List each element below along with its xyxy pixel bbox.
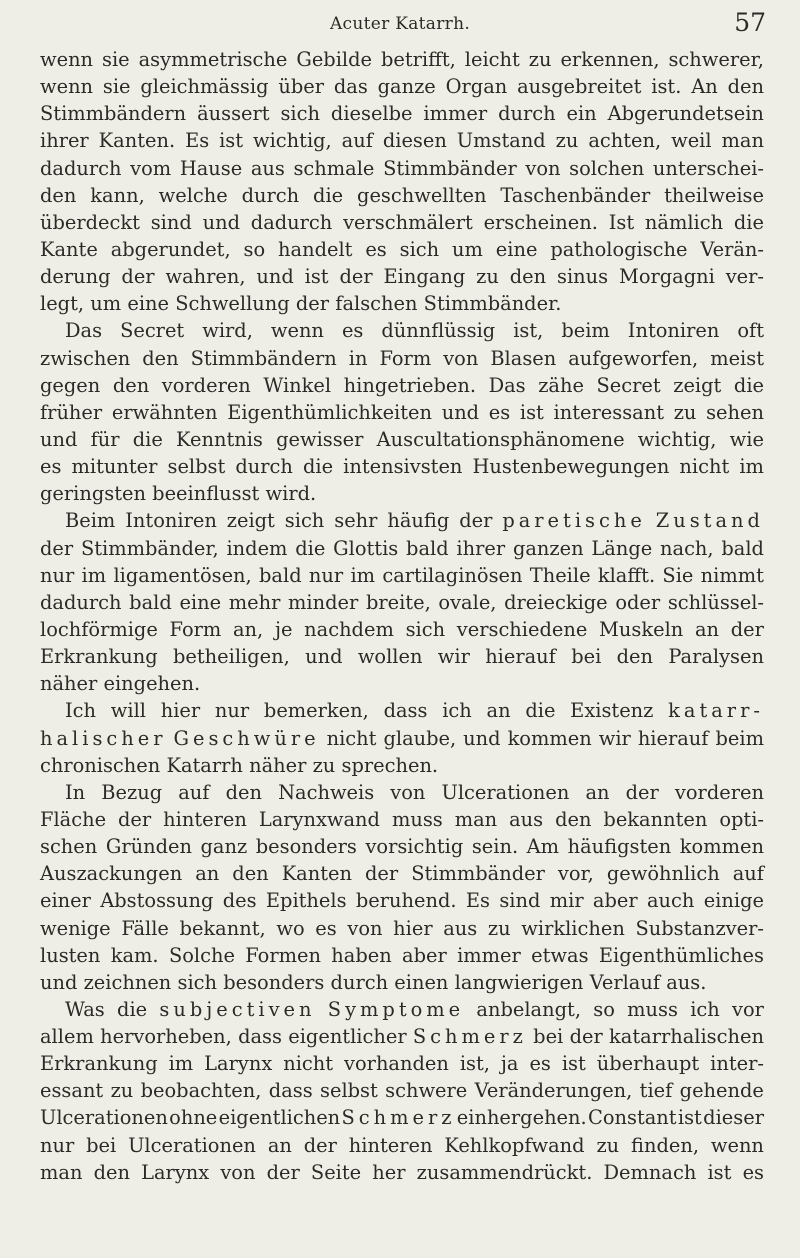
text-line: und zeichnen sich besonders durch einen langwierigen Verlauf aus.: [40, 970, 707, 994]
text-line: Ich will hier nur bemerken, dass ich an die Existenz katarr-: [65, 699, 764, 723]
running-title: Acuter Katarrh.: [329, 14, 471, 34]
text-line: überdeckt sind und dadurch verschmälert erscheinen. Ist nämlich die: [40, 210, 764, 234]
text-line: Beim Intoniren zeigt sich sehr häufig der paretische Zustand: [65, 509, 764, 533]
text-line: lochförmige Form an, je nachdem sich verschiedene Muskeln an der: [40, 617, 764, 641]
text-line: ihrer Kanten. Es ist wichtig, auf diesen Umstand zu achten, weil man: [40, 129, 764, 153]
text-line: näher eingehen.: [40, 672, 201, 696]
text-line: chronischen Katarrh näher zu sprechen.: [40, 753, 439, 777]
text-line: Erkrankung betheiligen, und wollen wir hierauf bei den Paralysen: [40, 645, 764, 669]
text-line: wenige Fälle bekannt, wo es von hier aus zu wirklichen Substanzver-: [40, 916, 764, 940]
text-line: Kante abgerundet, so handelt es sich um eine pathologische Verän-: [40, 237, 764, 261]
text-line: wenn sie gleichmässig über das ganze Organ ausgebreitet ist. An den: [40, 75, 764, 99]
text-line: schen Gründen ganz besonders vorsichtig sein. Am häufigsten kommen: [40, 835, 764, 859]
text-line: dadurch bald eine mehr minder breite, ovale, dreieckige oder schlüssel-: [40, 590, 764, 614]
text-line: Das Secret wird, wenn es dünnflüssig ist, beim Intoniren oft: [65, 319, 764, 343]
text-line: derung der wahren, und ist der Eingang zu den sinus Morgagni ver-: [40, 265, 764, 289]
text-line: allem hervorheben, dass eigentlicher Schmerz bei der katarrhalischen: [40, 1025, 764, 1049]
text-line: Erkrankung im Larynx nicht vorhanden ist, ja es ist überhaupt inter-: [40, 1052, 764, 1076]
text-line: Fläche der hinteren Larynxwand muss man aus den bekannten opti-: [40, 807, 764, 831]
text-line: legt, um eine Schwellung der falschen Stimmbänder.: [40, 292, 562, 316]
text-line: einer Abstossung des Epithels beruhend. Es sind mir aber auch einige: [40, 889, 764, 913]
text-line: früher erwähnten Eigenthümlichkeiten und es ist interessant zu sehen: [40, 400, 764, 424]
text-line: Auszackungen an den Kanten der Stimmbänder vor, gewöhnlich auf: [40, 862, 764, 886]
text-line: nur im ligamentösen, bald nur im cartilaginösen Theile klafft. Sie nimmt: [40, 563, 764, 587]
text-line: zwischen den Stimmbändern in Form von Blasen aufgeworfen, meist: [40, 346, 764, 370]
text-line: und für die Kenntnis gewisser Auscultationsphänomene wichtig, wie: [40, 427, 764, 451]
text-line: Ulcerationen ohne eigentlichen Schmerz einhergehen. Constant ist dieser: [40, 1106, 764, 1130]
text-line: halischer Geschwüre nicht glaube, und kommen wir hierauf beim: [40, 726, 764, 750]
text-line: nur bei Ulcerationen an der hinteren Kehlkopfwand zu finden, wenn: [40, 1133, 764, 1157]
text-line: In Bezug auf den Nachweis von Ulcerationen an der vorderen: [65, 780, 764, 804]
text-line: gegen den vorderen Winkel hingetrieben. Das zähe Secret zeigt die: [40, 373, 764, 397]
text-line: wenn sie asymmetrische Gebilde betrifft, leicht zu erkennen, schwerer,: [40, 48, 764, 71]
text-line: den kann, welche durch die geschwellten Taschenbänder theilweise: [40, 183, 764, 207]
text-line: dadurch vom Hause aus schmale Stimmbänder von solchen unterschei-: [40, 156, 764, 180]
text-line: essant zu beobachten, dass selbst schwere Veränderungen, tief gehende: [40, 1079, 764, 1103]
text-line: geringsten beeinflusst wird.: [40, 482, 317, 506]
text-line: der Stimmbänder, indem die Glottis bald ihrer ganzen Länge nach, bald: [40, 536, 764, 560]
text-line: lusten kam. Solche Formen haben aber immer etwas Eigenthümliches: [40, 943, 764, 967]
text-line: es mitunter selbst durch die intensivsten Hustenbewegungen nicht im: [40, 455, 764, 479]
page-number: 57: [734, 8, 766, 37]
text-line: Stimmbändern äussert sich dieselbe immer durch ein Abgerundetsein: [40, 102, 764, 126]
text-line: man den Larynx von der Seite her zusammendrückt. Demnach ist es: [40, 1160, 764, 1184]
body-text: [40, 46, 764, 1186]
page-header: [0, 6, 800, 46]
text-line: Was die subjectiven Symptome anbelangt, so muss ich vor: [65, 997, 764, 1021]
